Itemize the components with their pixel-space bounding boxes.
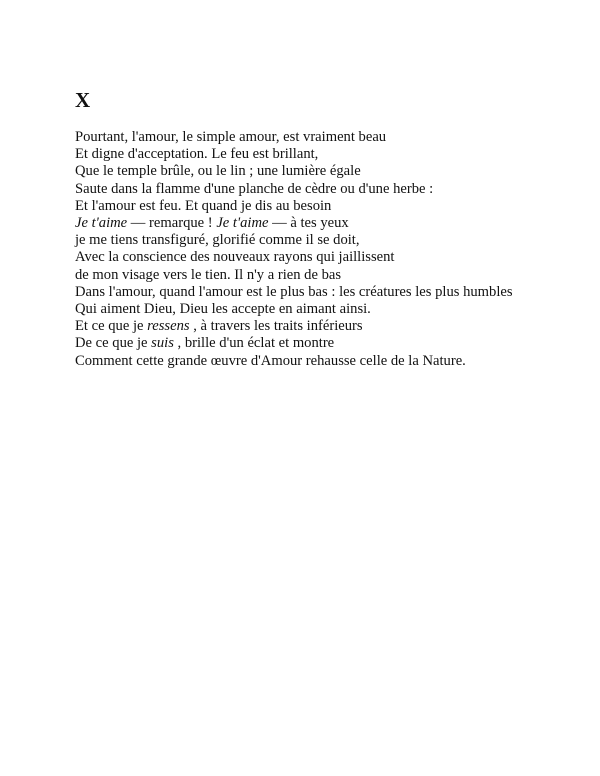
poem-line-5: Et l'amour est feu. Et quand je dis au besoin <box>75 197 332 214</box>
emphasis-ressens: ressens <box>147 318 190 335</box>
emphasis-je-taime-1: Je t'aime <box>75 215 128 232</box>
poem-line-13-text-2: , brille d'un éclat et montre <box>173 335 335 352</box>
poem-line-3: Que le temple brûle, ou le lin ; une lumière égale <box>75 163 361 180</box>
poem-line-8: Avec la conscience des nouveaux rayons qui jaillissent <box>75 249 395 266</box>
poem-line-4: Saute dans la flamme d'une planche de cèdre ou d'une herbe : <box>75 180 434 197</box>
poem-line-14: Comment cette grande œuvre d'Amour rehausse celle de la Nature. <box>75 352 466 369</box>
poem-line-12-text-1: Et ce que je <box>75 318 148 335</box>
poem-line-6-text-1: — remarque ! <box>127 215 217 232</box>
poem-line-1: Pourtant, l'amour, le simple amour, est vraiment beau <box>75 129 387 145</box>
emphasis-suis: suis <box>151 335 174 352</box>
poem-line-6 <box>75 215 575 232</box>
poem-line-12-text-2: , à travers les traits inférieurs <box>189 318 363 335</box>
poem-line-6-text-2: — à tes yeux <box>268 215 349 232</box>
poem-line-12 <box>75 318 575 335</box>
poem-line-9: de mon visage vers le tien. Il n'y a rien de bas <box>75 266 342 283</box>
poem-body <box>75 129 575 370</box>
poem-line-13 <box>75 335 575 352</box>
poem-line-10: Dans l'amour, quand l'amour est le plus bas : les créatures les plus humbles <box>75 283 513 300</box>
poem-title: X <box>75 88 91 112</box>
poem-line-13-text-1: De ce que je <box>75 335 152 352</box>
poem-line-2: Et digne d'acceptation. Le feu est brillant, <box>75 146 319 163</box>
poem-line-11: Qui aiment Dieu, Dieu les accepte en aimant ainsi. <box>75 301 371 318</box>
poem-line-7: je me tiens transfiguré, glorifié comme il se doit, <box>75 232 360 249</box>
emphasis-je-taime-2: Je t'aime <box>216 215 269 232</box>
